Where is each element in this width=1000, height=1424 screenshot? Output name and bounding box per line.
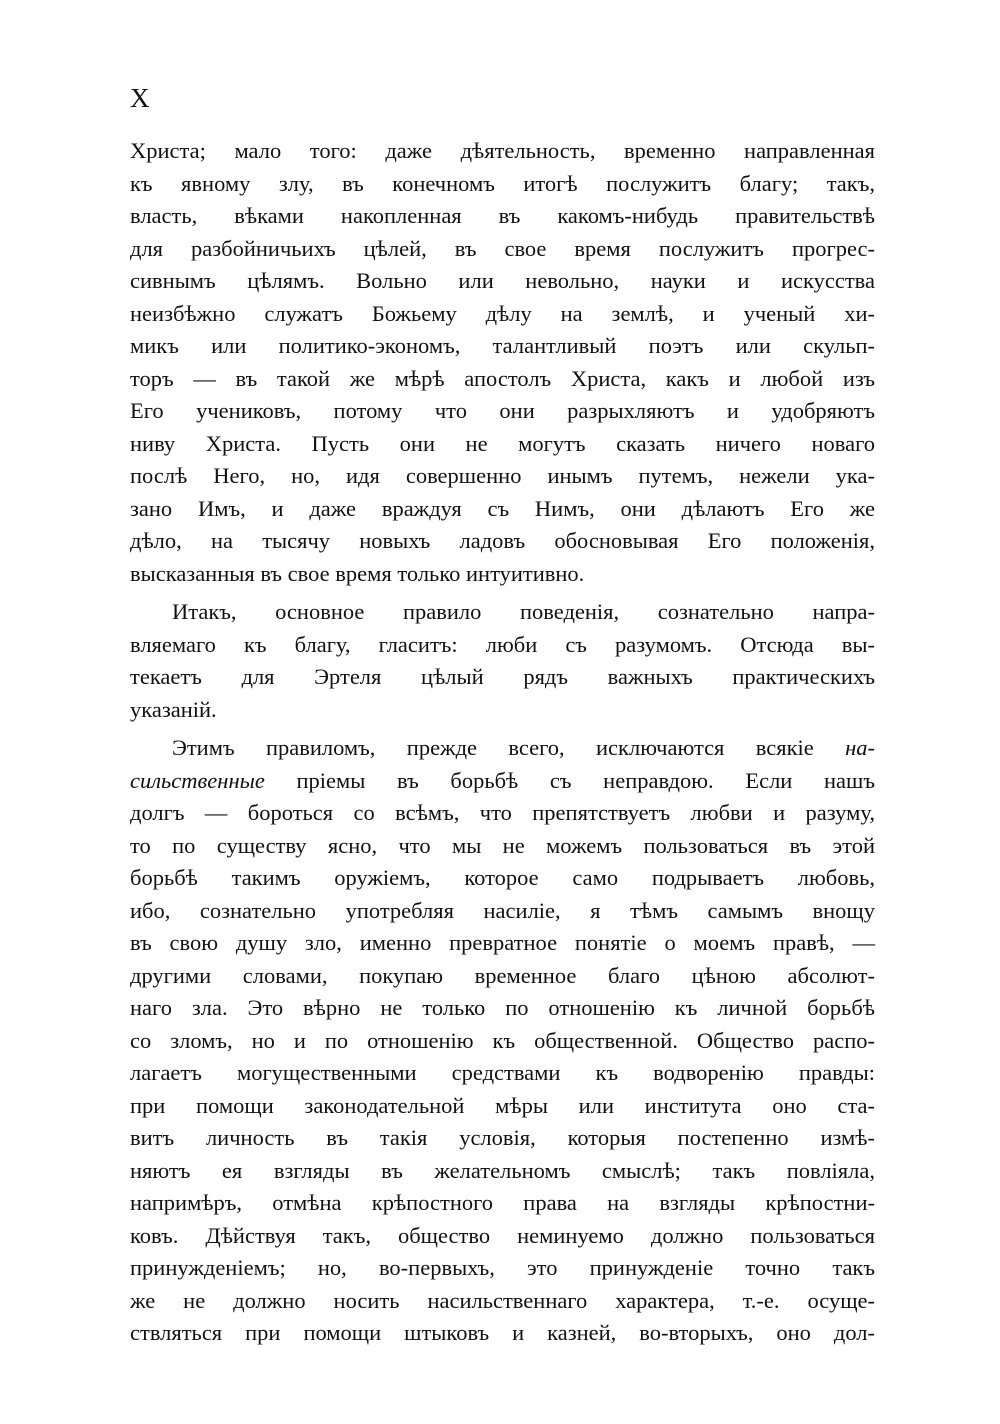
text-line: указаній. (130, 696, 217, 722)
text-segment: Этимъ правиломъ, прежде всего, исключаются всякіе (172, 735, 814, 760)
text-line: то по существу ясно, что мы не можемъ пользоваться въ этой (130, 832, 875, 858)
text-line: текаетъ для Эртеля цѣлый рядъ важныхъ практическихъ (130, 664, 875, 689)
text-line: ковъ. Дѣйствуя такъ, общество неминуемо должно пользоваться (130, 1222, 875, 1248)
text-line: Его учениковъ, потому что они разрыхляютъ и удобряютъ (130, 398, 875, 423)
text-line: напримѣръ, отмѣна крѣпостного права на взгляды крѣпостни- (130, 1190, 875, 1215)
text-line: же не должно носить насильственнаго характера, т.-е. осуще- (130, 1287, 875, 1313)
body-text (130, 135, 875, 1350)
text-line: няютъ ея взгляды въ желательномъ смыслѣ; такъ повліяла, (130, 1157, 875, 1183)
text-line: власть, вѣками накопленная въ какомъ-нибудь правительствѣ (130, 203, 875, 228)
text-line: Итакъ, основное правило поведенія, сознательно напра- (172, 599, 875, 624)
text-line: Христа; мало того: даже дѣятельность, временно направленная (130, 138, 875, 163)
text-line: наго зла. Это вѣрно не только по отношенію къ личной борьбѣ (130, 995, 875, 1020)
text-line: со зломъ, но и по отношенію къ общественной. Общество распо- (130, 1027, 875, 1053)
text-line: при помощи законодательной мѣры или института оно ста- (130, 1092, 875, 1118)
text-line: къ явному злу, въ конечномъ итогѣ послужитъ благу; такъ, (130, 170, 875, 196)
text-line: ибо, сознательно употребляя насиліе, я тѣмъ самымъ внощу (130, 897, 875, 923)
text-line: витъ личность въ такія условія, которыя постепенно измѣ- (130, 1125, 875, 1150)
text-line (130, 732, 875, 765)
text-line: сивнымъ цѣлямъ. Вольно или невольно, науки и искусства (130, 268, 875, 293)
text-line: для разбойничьихъ цѣлей, въ свое время послужитъ прогрес- (130, 235, 875, 261)
page-number: X (130, 83, 151, 113)
text-line: принужденіемъ; но, во-первыхъ, это принужденіе точно такъ (130, 1255, 875, 1280)
text-line: торъ — въ такой же мѣрѣ апостолъ Христа, какъ и любой изъ (130, 365, 875, 391)
text-line: вляемаго къ благу, гласитъ: люби съ разумомъ. Отсюда вы- (130, 631, 875, 657)
text-line: ниву Христа. Пусть они не могутъ сказать ничего новаго (130, 430, 875, 456)
text-line: послѣ Него, но, идя совершенно инымъ путемъ, нежели ука- (130, 463, 875, 488)
text-line: долгъ — бороться со всѣмъ, что препятствуетъ любви и разуму, (130, 800, 875, 825)
text-line: неизбѣжно служатъ Божьему дѣлу на землѣ, и ученый хи- (130, 300, 875, 326)
text-line: ствляться при помощи штыковъ и казней, во-вторыхъ, оно дол- (130, 1320, 875, 1345)
text-line: дѣло, на тысячу новыхъ ладовъ обосновывая Его положенія, (130, 528, 875, 553)
text-line: другими словами, покупаю временное благо цѣною абсолют- (130, 962, 875, 988)
italic-segment: сильственные (130, 767, 265, 793)
text-line (130, 765, 875, 798)
text-line: зано Имъ, и даже враждуя съ Нимъ, они дѣлаютъ Его же (130, 495, 875, 521)
text-line: лагаетъ могущественными средствами къ водворенію правды: (130, 1060, 875, 1085)
text-segment: пріемы въ борьбѣ съ неправдою. Если нашъ (264, 767, 875, 793)
text-line: въ свою душу зло, именно превратное понятіе о моемъ правѣ, — (130, 930, 875, 955)
text-line: борьбѣ такимъ оружіемъ, которое само подрываетъ любовь, (130, 865, 875, 890)
text-line: микъ или политико-экономъ, талантливый поэтъ или скульп- (130, 333, 875, 358)
italic-segment: на- (845, 735, 875, 760)
text-line: высказанныя въ свое время только интуитивно. (130, 560, 585, 586)
